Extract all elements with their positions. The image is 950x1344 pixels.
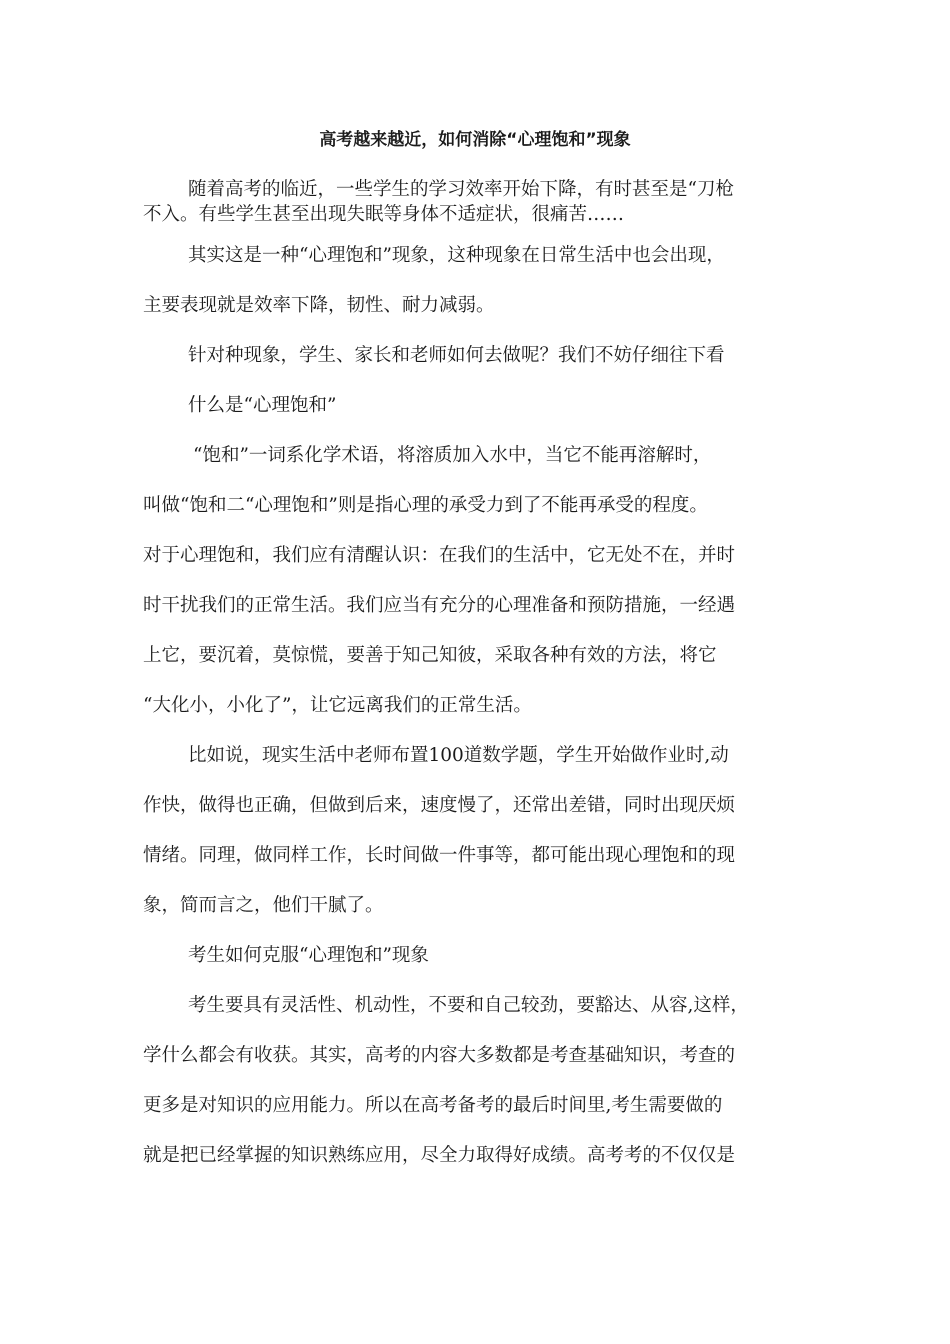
text-line: 象，简而言之，他们干腻了。	[143, 895, 384, 916]
text-line: 其实这是一种“心理饱和”现象，这种现象在日常生活中也会出现，	[188, 245, 725, 266]
text-line: 情绪。同理，做同样工作，长时间做一件事等，都可能出现心理饱和的现	[143, 845, 736, 866]
text-line: 更多是对知识的应用能力。所以在高考备考的最后时间里,考生需要做的	[143, 1095, 723, 1116]
text-line: 随着高考的临近，一些学生的学习效率开始下降，有时甚至是“刀枪	[188, 179, 734, 200]
text-line: “大化小，小化了”，让它远离我们的正常生活。	[143, 695, 532, 716]
text-line: 比如说，现实生活中老师布置100道数学题，学生开始做作业时,动	[188, 745, 729, 766]
text-line: 作快，做得也正确，但做到后来，速度慢了，还常出差错，同时出现厌烦	[143, 795, 736, 816]
text-line: 学什么都会有收获。其实，高考的内容大多数都是考查基础知识，考查的	[143, 1045, 736, 1066]
text-line: 时干扰我们的正常生活。我们应当有充分的心理准备和预防措施，一经遇	[143, 595, 736, 616]
text-line: “饱和”一词系化学术语，将溶质加入水中，当它不能再溶解时，	[193, 445, 712, 466]
text-line: 不入。有些学生甚至出现失眠等身体不适症状，很痛苦……	[143, 204, 625, 225]
section-heading: 考生如何克服“心理饱和”现象	[188, 945, 429, 966]
text-line: 叫做“饱和二“心理饱和”则是指心理的承受力到了不能再承受的程度。	[143, 495, 708, 516]
text-line: 考生要具有灵活性、机动性，不要和自己较劲，要豁达、从容,这样，	[188, 995, 749, 1016]
text-line: 主要表现就是效率下降，韧性、耐力减弱。	[143, 295, 495, 316]
document-title: 高考越来越近，如何消除“心理饱和”现象	[319, 130, 631, 150]
text-line: 上它，要沉着，莫惊慌，要善于知己知彼，采取各种有效的方法，将它	[143, 645, 717, 666]
section-heading: 什么是“心理饱和”	[188, 395, 337, 416]
text-line: 就是把已经掌握的知识熟练应用，尽全力取得好成绩。高考考的不仅仅是	[143, 1145, 736, 1166]
text-line: 对于心理饱和，我们应有清醒认识：在我们的生活中，它无处不在，并时	[143, 545, 736, 566]
text-line: 针对种现象，学生、家长和老师如何去做呢？我们不妨仔细往下看	[188, 345, 725, 366]
